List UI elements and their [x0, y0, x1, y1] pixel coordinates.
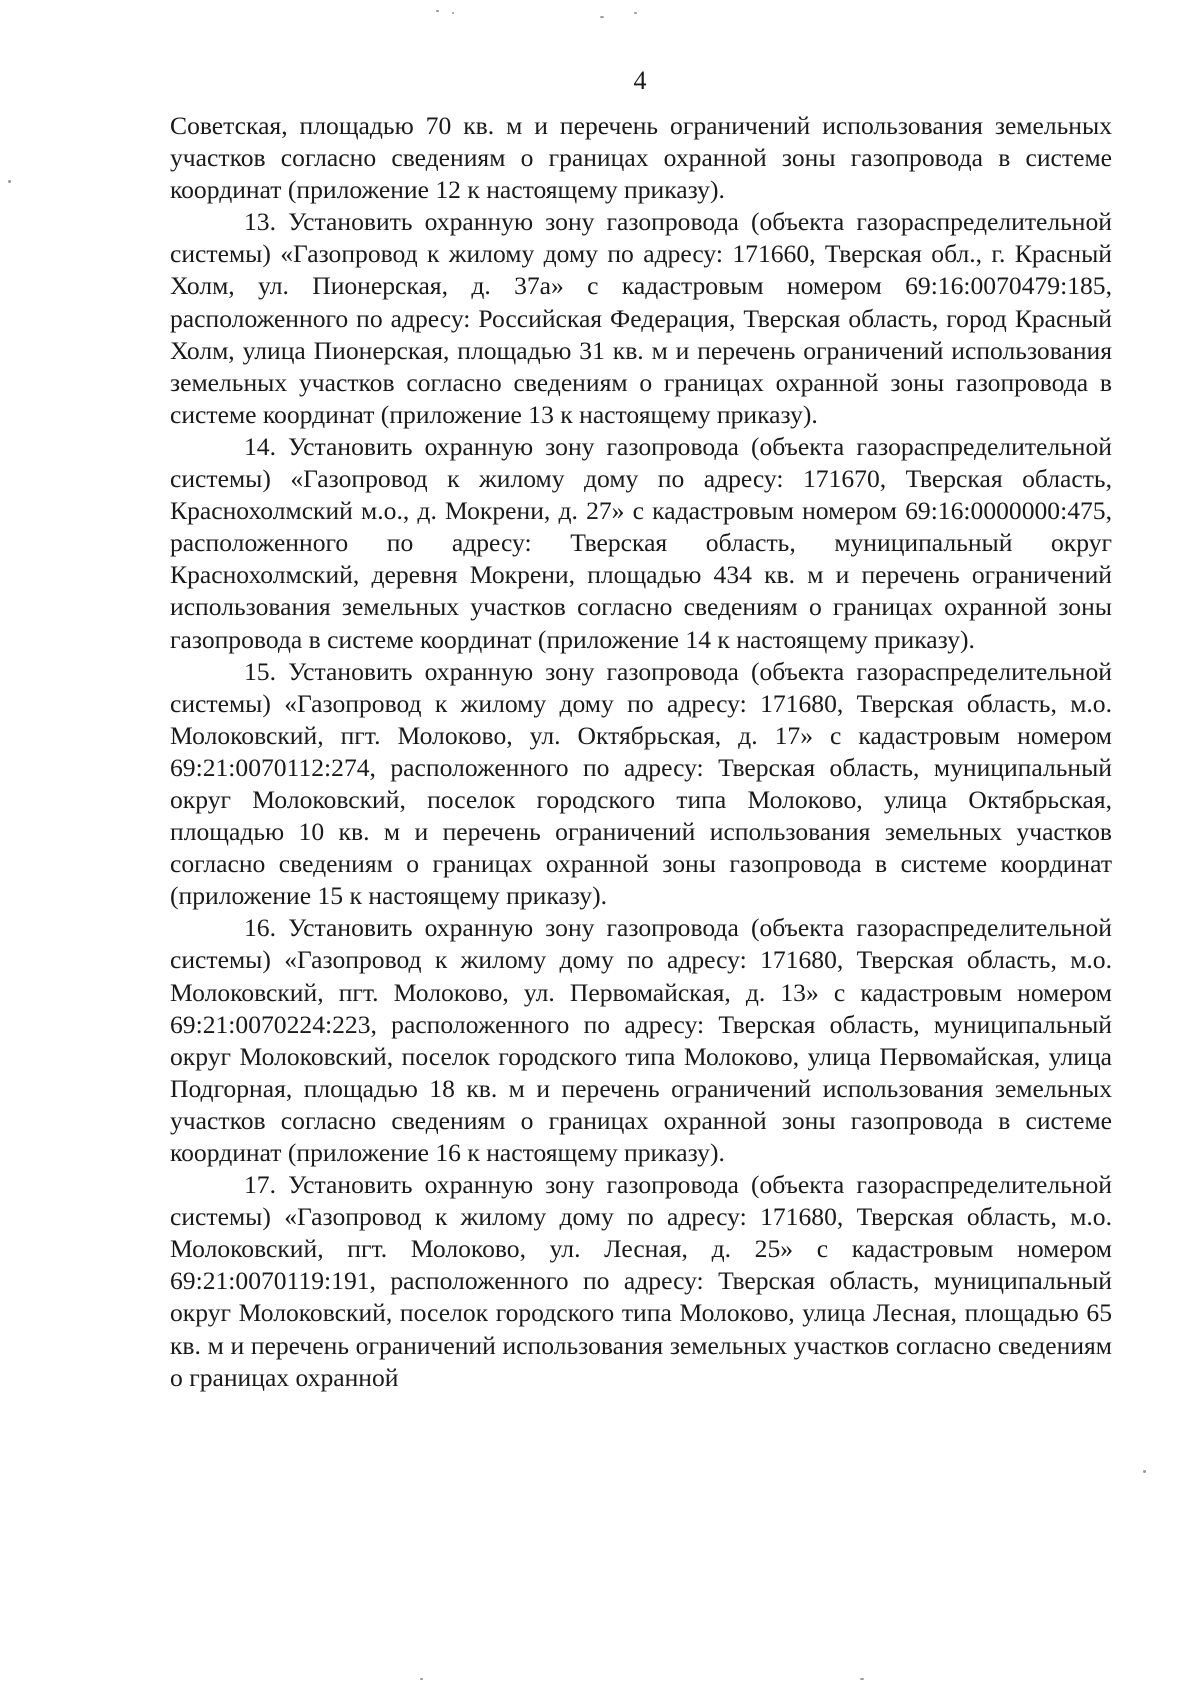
scan-speck: [634, 12, 637, 14]
page-number: 4: [633, 66, 647, 95]
paragraph-item-13: 13. Установить охранную зону газопровода (объекта газораспределительной системы) «Газопровод к жилому дому по адресу: 171660, Тверская обл., г. Красный Холм, ул. Пионерская, д. 37а» с кадастровым номером 69:16:0070479:185, расположенного по адресу: Российская Федерация, Тверская область, город Красный Холм, улица Пионерская, площадью 31 кв. м и перечень ограничений использования земельных участков согласно сведениям о границах охранной зоны газопровода в системе координат (приложение 13 к настоящему приказу).: [170, 207, 1112, 429]
scan-speck: [8, 180, 11, 183]
document-body: [170, 110, 1112, 1394]
paragraph-continuation: Советская, площадью 70 кв. м и перечень ограничений использования земельных участков согласно сведениям о границах охранной зоны газопровода в системе координат (приложение 12 к настоящему приказу).: [170, 111, 1112, 205]
paragraph-item-14: 14. Установить охранную зону газопровода (объекта газораспределительной системы) «Газопровод к жилому дому по адресу: 171670, Тверская область, Краснохолмский м.о., д. Мокрени, д. 27» с кадастровым номером 69:16:0000000:475, расположенного по адресу: Тверская область, муниципальный округ Краснохолмский, деревня Мокрени, площадью 434 кв. м и перечень ограничений использования земельных участков согласно сведениям о границах охранной зоны газопровода в системе координат (приложение 14 к настоящему приказу).: [170, 431, 1112, 654]
scan-speck: [860, 1678, 864, 1680]
paragraph-item-16: 16. Установить охранную зону газопровода (объекта газораспределительной системы) «Газопровод к жилому дому по адресу: 171680, Тверская область, м.о. Молоковский, пгт. Молоково, ул. Первомайская, д. 13» с кадастровым номером 69:21:0070224:223, расположенного по адресу: Тверская область, муниципальный округ Молоковский, поселок городского типа Молоково, улица Первомайская, улица Подгорная, площадью 18 кв. м и перечень ограничений использования земельных участков согласно сведениям о границах охранной зоны газопровода в системе координат (приложение 16 к настоящему приказу).: [170, 913, 1112, 1167]
scan-speck: [600, 16, 604, 18]
scan-speck: [452, 12, 454, 14]
paragraph-item-15: 15. Установить охранную зону газопровода (объекта газораспределительной системы) «Газопровод к жилому дому по адресу: 171680, Тверская область, м.о. Молоковский, пгт. Молоково, ул. Октябрьская, д. 17» с кадастровым номером 69:21:0070112:274, расположенного по адресу: Тверская область, муниципальный округ Молоковский, поселок городского типа Молоково, улица Октябрьская, площадью 10 кв. м и перечень ограничений использования земельных участков согласно сведениям о границах охранной зоны газопровода в системе координат (приложение 15 к настоящему приказу).: [170, 656, 1112, 911]
scan-speck: [1143, 1470, 1146, 1473]
scan-speck: [420, 1678, 423, 1680]
scan-speck: [436, 10, 439, 12]
paragraph-item-17: 17. Установить охранную зону газопровода (объекта газораспределительной системы) «Газопровод к жилому дому по адресу: 171680, Тверская область, м.о. Молоковский, пгт. Молоково, ул. Лесная, д. 25» с кадастровым номером 69:21:0070119:191, расположенного по адресу: Тверская область, муниципальный округ Молоковский, поселок городского типа Молоково, улица Лесная, площадью 65 кв. м и перечень ограничений использования земельных участков согласно сведениям о границах охранной: [170, 1170, 1112, 1392]
